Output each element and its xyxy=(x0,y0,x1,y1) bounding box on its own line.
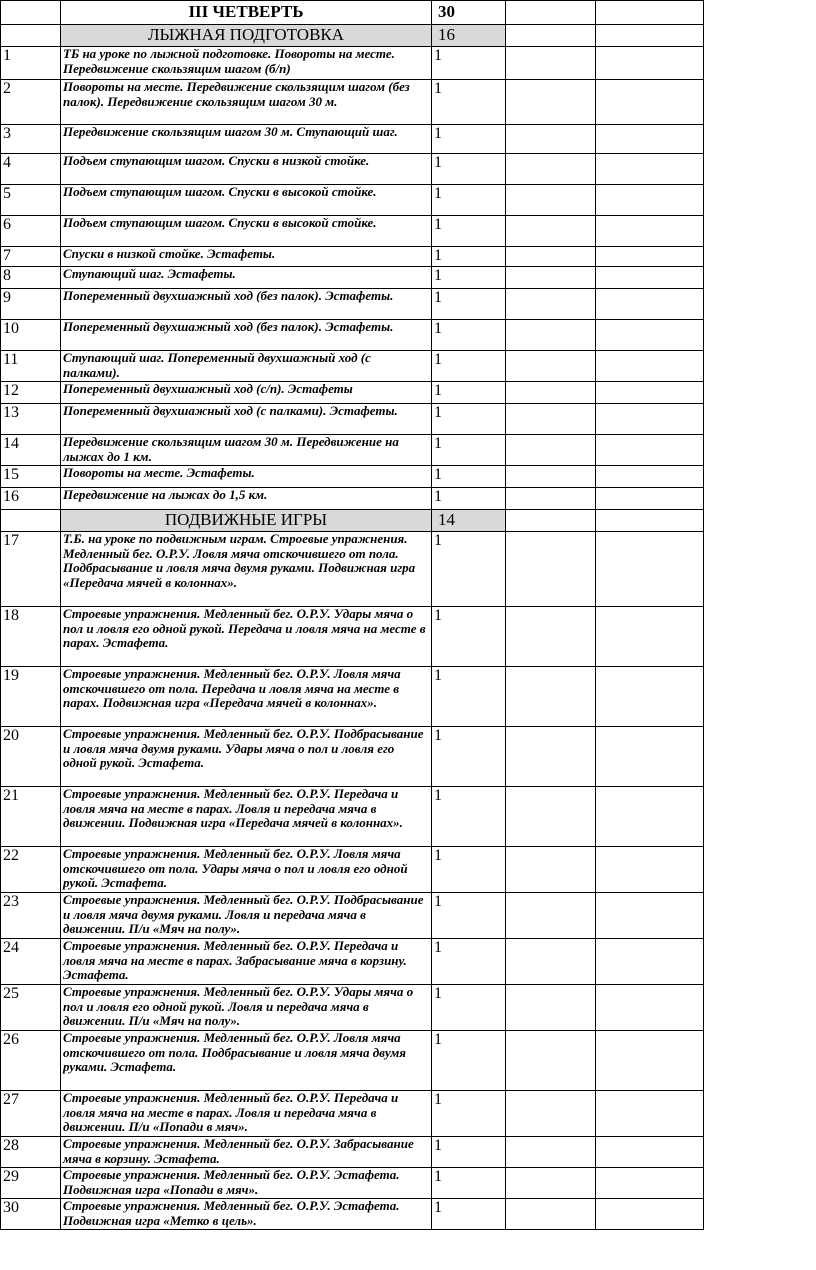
quarter-hours: 30 xyxy=(432,1,506,25)
lesson-date-cell xyxy=(506,1199,596,1230)
section-num-cell xyxy=(1,510,61,532)
section-header-row xyxy=(1,510,704,532)
lesson-date-cell xyxy=(506,893,596,939)
lesson-hours: 1 xyxy=(432,893,506,939)
lesson-hours: 1 xyxy=(432,1199,506,1230)
lesson-number: 8 xyxy=(1,267,61,289)
lesson-hours: 1 xyxy=(432,1031,506,1091)
quarter-empty-cell xyxy=(506,1,596,25)
lesson-note-cell xyxy=(596,847,704,893)
lesson-date-cell xyxy=(506,727,596,787)
lesson-row xyxy=(1,532,704,607)
lesson-topic: Попеременный двухшажный ход (с палками). Эстафеты. xyxy=(61,404,432,435)
quarter-empty-cell xyxy=(596,1,704,25)
lesson-note-cell xyxy=(596,667,704,727)
lesson-topic: Строевые упражнения. Медленный бег. О.Р.У. Ловля мяча отскочившего от пола. Передача и ловля мяча на месте в парах. Подвижная игра «Передача мячей в колоннах». xyxy=(61,667,432,727)
lesson-topic: Спуски в низкой стойке. Эстафеты. xyxy=(61,247,432,267)
lesson-row xyxy=(1,488,704,510)
lesson-note-cell xyxy=(596,1031,704,1091)
lesson-hours: 1 xyxy=(432,80,506,125)
lesson-row xyxy=(1,80,704,125)
lesson-hours: 1 xyxy=(432,185,506,216)
lesson-number: 17 xyxy=(1,532,61,607)
lesson-note-cell xyxy=(596,1137,704,1168)
lesson-hours: 1 xyxy=(432,727,506,787)
quarter-title: III ЧЕТВЕРТЬ xyxy=(61,1,432,25)
lesson-topic: Подъем ступающим шагом. Спуски в высокой стойке. xyxy=(61,185,432,216)
lesson-number: 16 xyxy=(1,488,61,510)
lesson-number: 30 xyxy=(1,1199,61,1230)
lesson-number: 19 xyxy=(1,667,61,727)
lesson-topic: Ступающий шаг. Эстафеты. xyxy=(61,267,432,289)
lesson-number: 9 xyxy=(1,289,61,320)
lesson-topic: Передвижение скользящим шагом 30 м. Ступающий шаг. xyxy=(61,125,432,154)
lesson-row xyxy=(1,216,704,247)
lesson-topic: Строевые упражнения. Медленный бег. О.Р.У. Подбрасывание и ловля мяча двумя руками. Удары мяча о пол и ловля его одной рукой. Эстафета. xyxy=(61,727,432,787)
lesson-date-cell xyxy=(506,154,596,185)
lesson-hours: 1 xyxy=(432,382,506,404)
lesson-note-cell xyxy=(596,185,704,216)
lesson-number: 24 xyxy=(1,939,61,985)
section-empty-cell xyxy=(506,25,596,47)
lesson-hours: 1 xyxy=(432,787,506,847)
lesson-date-cell xyxy=(506,289,596,320)
lesson-date-cell xyxy=(506,847,596,893)
lesson-hours: 1 xyxy=(432,247,506,267)
lesson-row xyxy=(1,847,704,893)
lesson-row xyxy=(1,893,704,939)
section-title: ЛЫЖНАЯ ПОДГОТОВКА xyxy=(61,25,432,47)
lesson-note-cell xyxy=(596,435,704,466)
section-hours: 16 xyxy=(432,25,506,47)
lesson-topic: Повороты на месте. Передвижение скользящим шагом (без палок). Передвижение скользящим шагом 30 м. xyxy=(61,80,432,125)
lesson-number: 25 xyxy=(1,985,61,1031)
lesson-date-cell xyxy=(506,1137,596,1168)
lesson-hours: 1 xyxy=(432,404,506,435)
lesson-topic: Попеременный двухшажный ход (без палок). Эстафеты. xyxy=(61,320,432,351)
lesson-hours: 1 xyxy=(432,488,506,510)
lesson-topic: Передвижение скользящим шагом 30 м. Передвижение на лыжах до 1 км. xyxy=(61,435,432,466)
lesson-hours: 1 xyxy=(432,1168,506,1199)
lesson-number: 5 xyxy=(1,185,61,216)
lesson-date-cell xyxy=(506,404,596,435)
lesson-topic: Строевые упражнения. Медленный бег. О.Р.У. Эстафета. Подвижная игра «Метко в цель». xyxy=(61,1199,432,1230)
lesson-topic: Подъем ступающим шагом. Спуски в высокой стойке. xyxy=(61,216,432,247)
lesson-hours: 1 xyxy=(432,532,506,607)
lesson-number: 10 xyxy=(1,320,61,351)
lesson-date-cell xyxy=(506,435,596,466)
lesson-date-cell xyxy=(506,787,596,847)
lesson-date-cell xyxy=(506,320,596,351)
lesson-topic: Строевые упражнения. Медленный бег. О.Р.У. Передача и ловля мяча на месте в парах. Забрасывание мяча в корзину. Эстафета. xyxy=(61,939,432,985)
lesson-topic: Подъем ступающим шагом. Спуски в низкой стойке. xyxy=(61,154,432,185)
lesson-number: 27 xyxy=(1,1091,61,1137)
lesson-hours: 1 xyxy=(432,320,506,351)
lesson-number: 1 xyxy=(1,47,61,80)
lesson-topic: Ступающий шаг. Попеременный двухшажный ход (с палками). xyxy=(61,351,432,382)
lesson-number: 14 xyxy=(1,435,61,466)
lesson-date-cell xyxy=(506,247,596,267)
lesson-topic: Строевые упражнения. Медленный бег. О.Р.У. Ловля мяча отскочившего от пола. Удары мяча о пол и ловля его одной рукой. Эстафета. xyxy=(61,847,432,893)
lesson-topic: Строевые упражнения. Медленный бег. О.Р.У. Передача и ловля мяча на месте в парах. Ловля и передача мяча в движении. Подвижная игра «Передача мячей в колоннах». xyxy=(61,787,432,847)
lesson-row xyxy=(1,47,704,80)
lesson-row xyxy=(1,1031,704,1091)
lesson-topic: Строевые упражнения. Медленный бег. О.Р.У. Удары мяча о пол и ловля его одной рукой. Ловля и передача мяча в движении. П/и «Мяч на полу». xyxy=(61,985,432,1031)
lesson-note-cell xyxy=(596,351,704,382)
lesson-hours: 1 xyxy=(432,985,506,1031)
lesson-topic: Т.Б. на уроке по подвижным играм. Строевые упражнения. Медленный бег. О.Р.У. Ловля мяча отскочившего от пола. Подбрасывание и ловля мяча двумя руками. Подвижная игра «Передача мячей в колоннах». xyxy=(61,532,432,607)
lesson-topic: Строевые упражнения. Медленный бег. О.Р.У. Забрасывание мяча в корзину. Эстафета. xyxy=(61,1137,432,1168)
lesson-row xyxy=(1,1137,704,1168)
lesson-row xyxy=(1,1091,704,1137)
lesson-date-cell xyxy=(506,185,596,216)
lesson-note-cell xyxy=(596,404,704,435)
lesson-number: 6 xyxy=(1,216,61,247)
lesson-hours: 1 xyxy=(432,466,506,488)
lesson-number: 4 xyxy=(1,154,61,185)
lesson-number: 15 xyxy=(1,466,61,488)
lesson-row xyxy=(1,727,704,787)
lesson-row xyxy=(1,185,704,216)
section-title: ПОДВИЖНЫЕ ИГРЫ xyxy=(61,510,432,532)
lesson-note-cell xyxy=(596,893,704,939)
lesson-date-cell xyxy=(506,47,596,80)
lesson-note-cell xyxy=(596,727,704,787)
lesson-row xyxy=(1,667,704,727)
lesson-note-cell xyxy=(596,247,704,267)
lesson-hours: 1 xyxy=(432,607,506,667)
section-empty-cell xyxy=(596,25,704,47)
quarter-header-row xyxy=(1,1,704,25)
lesson-note-cell xyxy=(596,267,704,289)
lesson-number: 2 xyxy=(1,80,61,125)
lesson-date-cell xyxy=(506,80,596,125)
lesson-date-cell xyxy=(506,488,596,510)
section-num-cell xyxy=(1,25,61,47)
lesson-note-cell xyxy=(596,125,704,154)
section-header-row xyxy=(1,25,704,47)
lesson-note-cell xyxy=(596,216,704,247)
lesson-note-cell xyxy=(596,1091,704,1137)
lesson-row xyxy=(1,351,704,382)
lesson-date-cell xyxy=(506,351,596,382)
lesson-note-cell xyxy=(596,985,704,1031)
lesson-note-cell xyxy=(596,154,704,185)
lesson-row xyxy=(1,289,704,320)
lesson-number: 21 xyxy=(1,787,61,847)
lesson-date-cell xyxy=(506,985,596,1031)
lesson-date-cell xyxy=(506,382,596,404)
lesson-hours: 1 xyxy=(432,1091,506,1137)
lesson-date-cell xyxy=(506,466,596,488)
lesson-topic: Строевые упражнения. Медленный бег. О.Р.У. Удары мяча о пол и ловля его одной рукой. Передача и ловля мяча на месте в парах. Эстафета. xyxy=(61,607,432,667)
section-empty-cell xyxy=(506,510,596,532)
lesson-row xyxy=(1,154,704,185)
lesson-date-cell xyxy=(506,1168,596,1199)
lesson-note-cell xyxy=(596,787,704,847)
lesson-note-cell xyxy=(596,1168,704,1199)
lesson-note-cell xyxy=(596,47,704,80)
lesson-note-cell xyxy=(596,320,704,351)
lesson-note-cell xyxy=(596,466,704,488)
lesson-date-cell xyxy=(506,216,596,247)
lesson-hours: 1 xyxy=(432,125,506,154)
lesson-number: 11 xyxy=(1,351,61,382)
lesson-row xyxy=(1,320,704,351)
lesson-row xyxy=(1,939,704,985)
lesson-number: 22 xyxy=(1,847,61,893)
lesson-row xyxy=(1,404,704,435)
section-hours: 14 xyxy=(432,510,506,532)
lesson-hours: 1 xyxy=(432,289,506,320)
lesson-number: 20 xyxy=(1,727,61,787)
lesson-date-cell xyxy=(506,125,596,154)
lesson-hours: 1 xyxy=(432,667,506,727)
lesson-row xyxy=(1,435,704,466)
lesson-row xyxy=(1,1168,704,1199)
lesson-note-cell xyxy=(596,939,704,985)
lesson-number: 3 xyxy=(1,125,61,154)
lesson-number: 7 xyxy=(1,247,61,267)
lesson-note-cell xyxy=(596,1199,704,1230)
lesson-row xyxy=(1,985,704,1031)
lesson-hours: 1 xyxy=(432,847,506,893)
lesson-number: 13 xyxy=(1,404,61,435)
lesson-note-cell xyxy=(596,607,704,667)
lesson-plan-body xyxy=(1,1,704,1230)
lesson-date-cell xyxy=(506,532,596,607)
lesson-hours: 1 xyxy=(432,435,506,466)
lesson-row xyxy=(1,466,704,488)
lesson-note-cell xyxy=(596,80,704,125)
lesson-hours: 1 xyxy=(432,267,506,289)
lesson-note-cell xyxy=(596,289,704,320)
lesson-date-cell xyxy=(506,667,596,727)
lesson-hours: 1 xyxy=(432,216,506,247)
lesson-topic: Попеременный двухшажный ход (с/п). Эстафеты xyxy=(61,382,432,404)
lesson-hours: 1 xyxy=(432,154,506,185)
lesson-date-cell xyxy=(506,939,596,985)
lesson-number: 29 xyxy=(1,1168,61,1199)
lesson-note-cell xyxy=(596,532,704,607)
lesson-hours: 1 xyxy=(432,47,506,80)
lesson-date-cell xyxy=(506,1031,596,1091)
lesson-row xyxy=(1,787,704,847)
lesson-topic: Строевые упражнения. Медленный бег. О.Р.У. Подбрасывание и ловля мяча двумя руками. Ловля и передача мяча в движении. П/и «Мяч на полу». xyxy=(61,893,432,939)
lesson-topic: Передвижение на лыжах до 1,5 км. xyxy=(61,488,432,510)
lesson-date-cell xyxy=(506,267,596,289)
lesson-row xyxy=(1,247,704,267)
lesson-date-cell xyxy=(506,1091,596,1137)
lesson-number: 23 xyxy=(1,893,61,939)
lesson-number: 18 xyxy=(1,607,61,667)
lesson-number: 26 xyxy=(1,1031,61,1091)
lesson-note-cell xyxy=(596,382,704,404)
lesson-date-cell xyxy=(506,607,596,667)
lesson-topic: Строевые упражнения. Медленный бег. О.Р.У. Ловля мяча отскочившего от пола. Подбрасывание и ловля мяча двумя руками. Эстафета. xyxy=(61,1031,432,1091)
lesson-hours: 1 xyxy=(432,1137,506,1168)
lesson-row xyxy=(1,382,704,404)
section-empty-cell xyxy=(596,510,704,532)
lesson-row xyxy=(1,607,704,667)
lesson-hours: 1 xyxy=(432,939,506,985)
lesson-row xyxy=(1,267,704,289)
lesson-note-cell xyxy=(596,488,704,510)
lesson-number: 12 xyxy=(1,382,61,404)
lesson-hours: 1 xyxy=(432,351,506,382)
lesson-topic: ТБ на уроке по лыжной подготовке. Повороты на месте. Передвижение скользящим шагом (б/п) xyxy=(61,47,432,80)
lesson-topic: Строевые упражнения. Медленный бег. О.Р.У. Эстафета. Подвижная игра «Попади в мяч». xyxy=(61,1168,432,1199)
lesson-topic: Повороты на месте. Эстафеты. xyxy=(61,466,432,488)
quarter-num-cell xyxy=(1,1,61,25)
lesson-topic: Попеременный двухшажный ход (без палок). Эстафеты. xyxy=(61,289,432,320)
lesson-row xyxy=(1,1199,704,1230)
lesson-row xyxy=(1,125,704,154)
lesson-topic: Строевые упражнения. Медленный бег. О.Р.У. Передача и ловля мяча на месте в парах. Ловля и передача мяча в движении. П/и «Попади в мяч». xyxy=(61,1091,432,1137)
lesson-number: 28 xyxy=(1,1137,61,1168)
